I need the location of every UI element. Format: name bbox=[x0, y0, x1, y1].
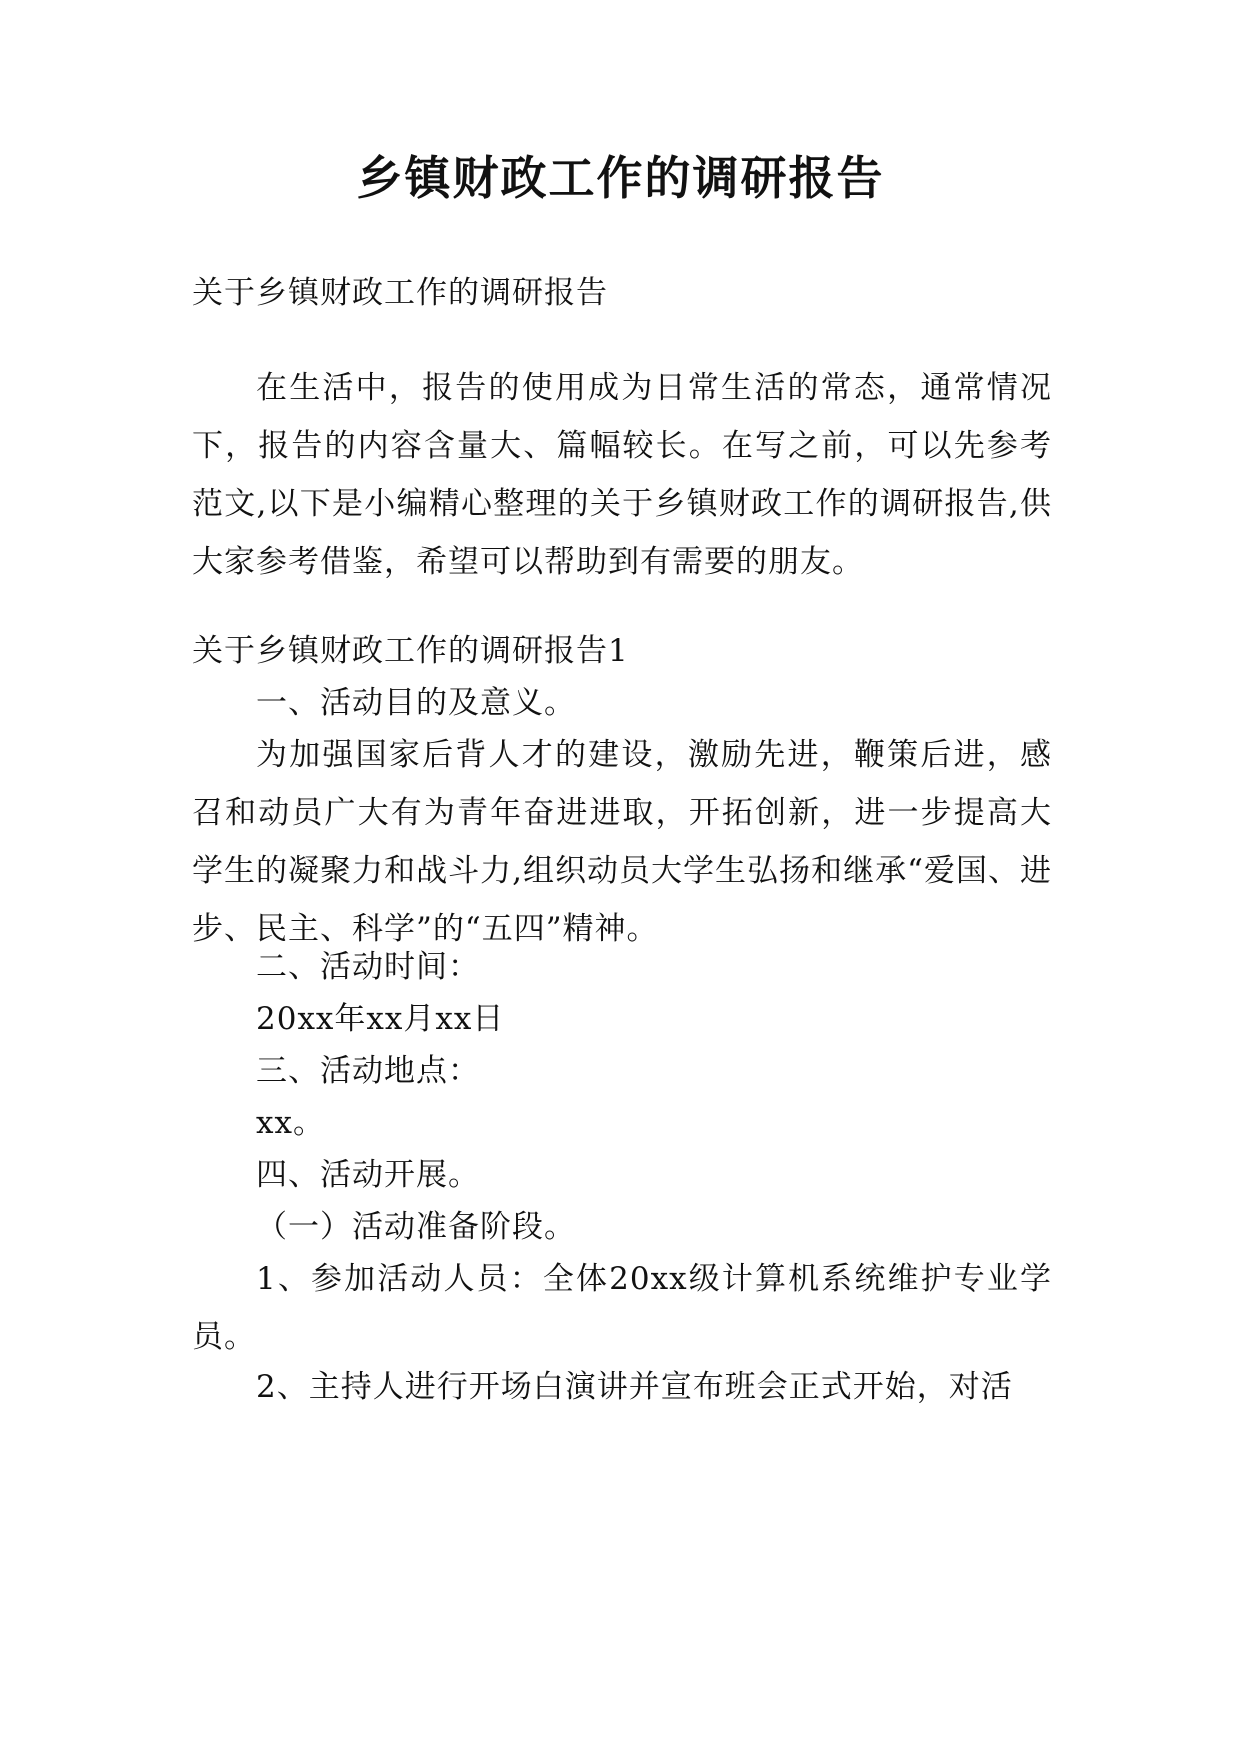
purpose-paragraph: 为加强国家后背人才的建设，激励先进，鞭策后进，感召和动员广大有为青年奋进进取，开拓创新，进一步提高大学生的凝聚力和战斗力,组织动员大学生弘扬和继承“爱国、进步、民主、科学”的“五四”精神。 bbox=[192, 737, 1052, 947]
time-value: 20xx年xx月xx日 bbox=[256, 1001, 505, 1037]
intro-paragraph: 在生活中，报告的使用成为日常生活的常态，通常情况下，报告的内容含量大、篇幅较长。在写之前，可以先参考范文,以下是小编精心整理的关于乡镇财政工作的调研报告,供大家参考借鉴，希望可以帮助到有需要的朋友。 bbox=[192, 370, 1052, 580]
location-value: xx。 bbox=[256, 1105, 325, 1141]
document-title: 乡镇财政工作的调研报告 bbox=[356, 151, 885, 205]
section-title: 关于乡镇财政工作的调研报告1 bbox=[192, 633, 629, 669]
heading-activities: 四、活动开展。 bbox=[256, 1157, 480, 1193]
item-participants: 1、参加活动人员：全体20xx级计算机系统维护专业学员。 bbox=[192, 1261, 1052, 1355]
document-subtitle: 关于乡镇财政工作的调研报告 bbox=[192, 275, 608, 311]
heading-location: 三、活动地点： bbox=[256, 1053, 480, 1089]
subheading-preparation: （一）活动准备阶段。 bbox=[256, 1209, 576, 1245]
heading-purpose: 一、活动目的及意义。 bbox=[256, 685, 576, 721]
heading-time: 二、活动时间： bbox=[256, 949, 480, 985]
item-host: 2、主持人进行开场白演讲并宣布班会正式开始，对活 bbox=[256, 1369, 1013, 1405]
